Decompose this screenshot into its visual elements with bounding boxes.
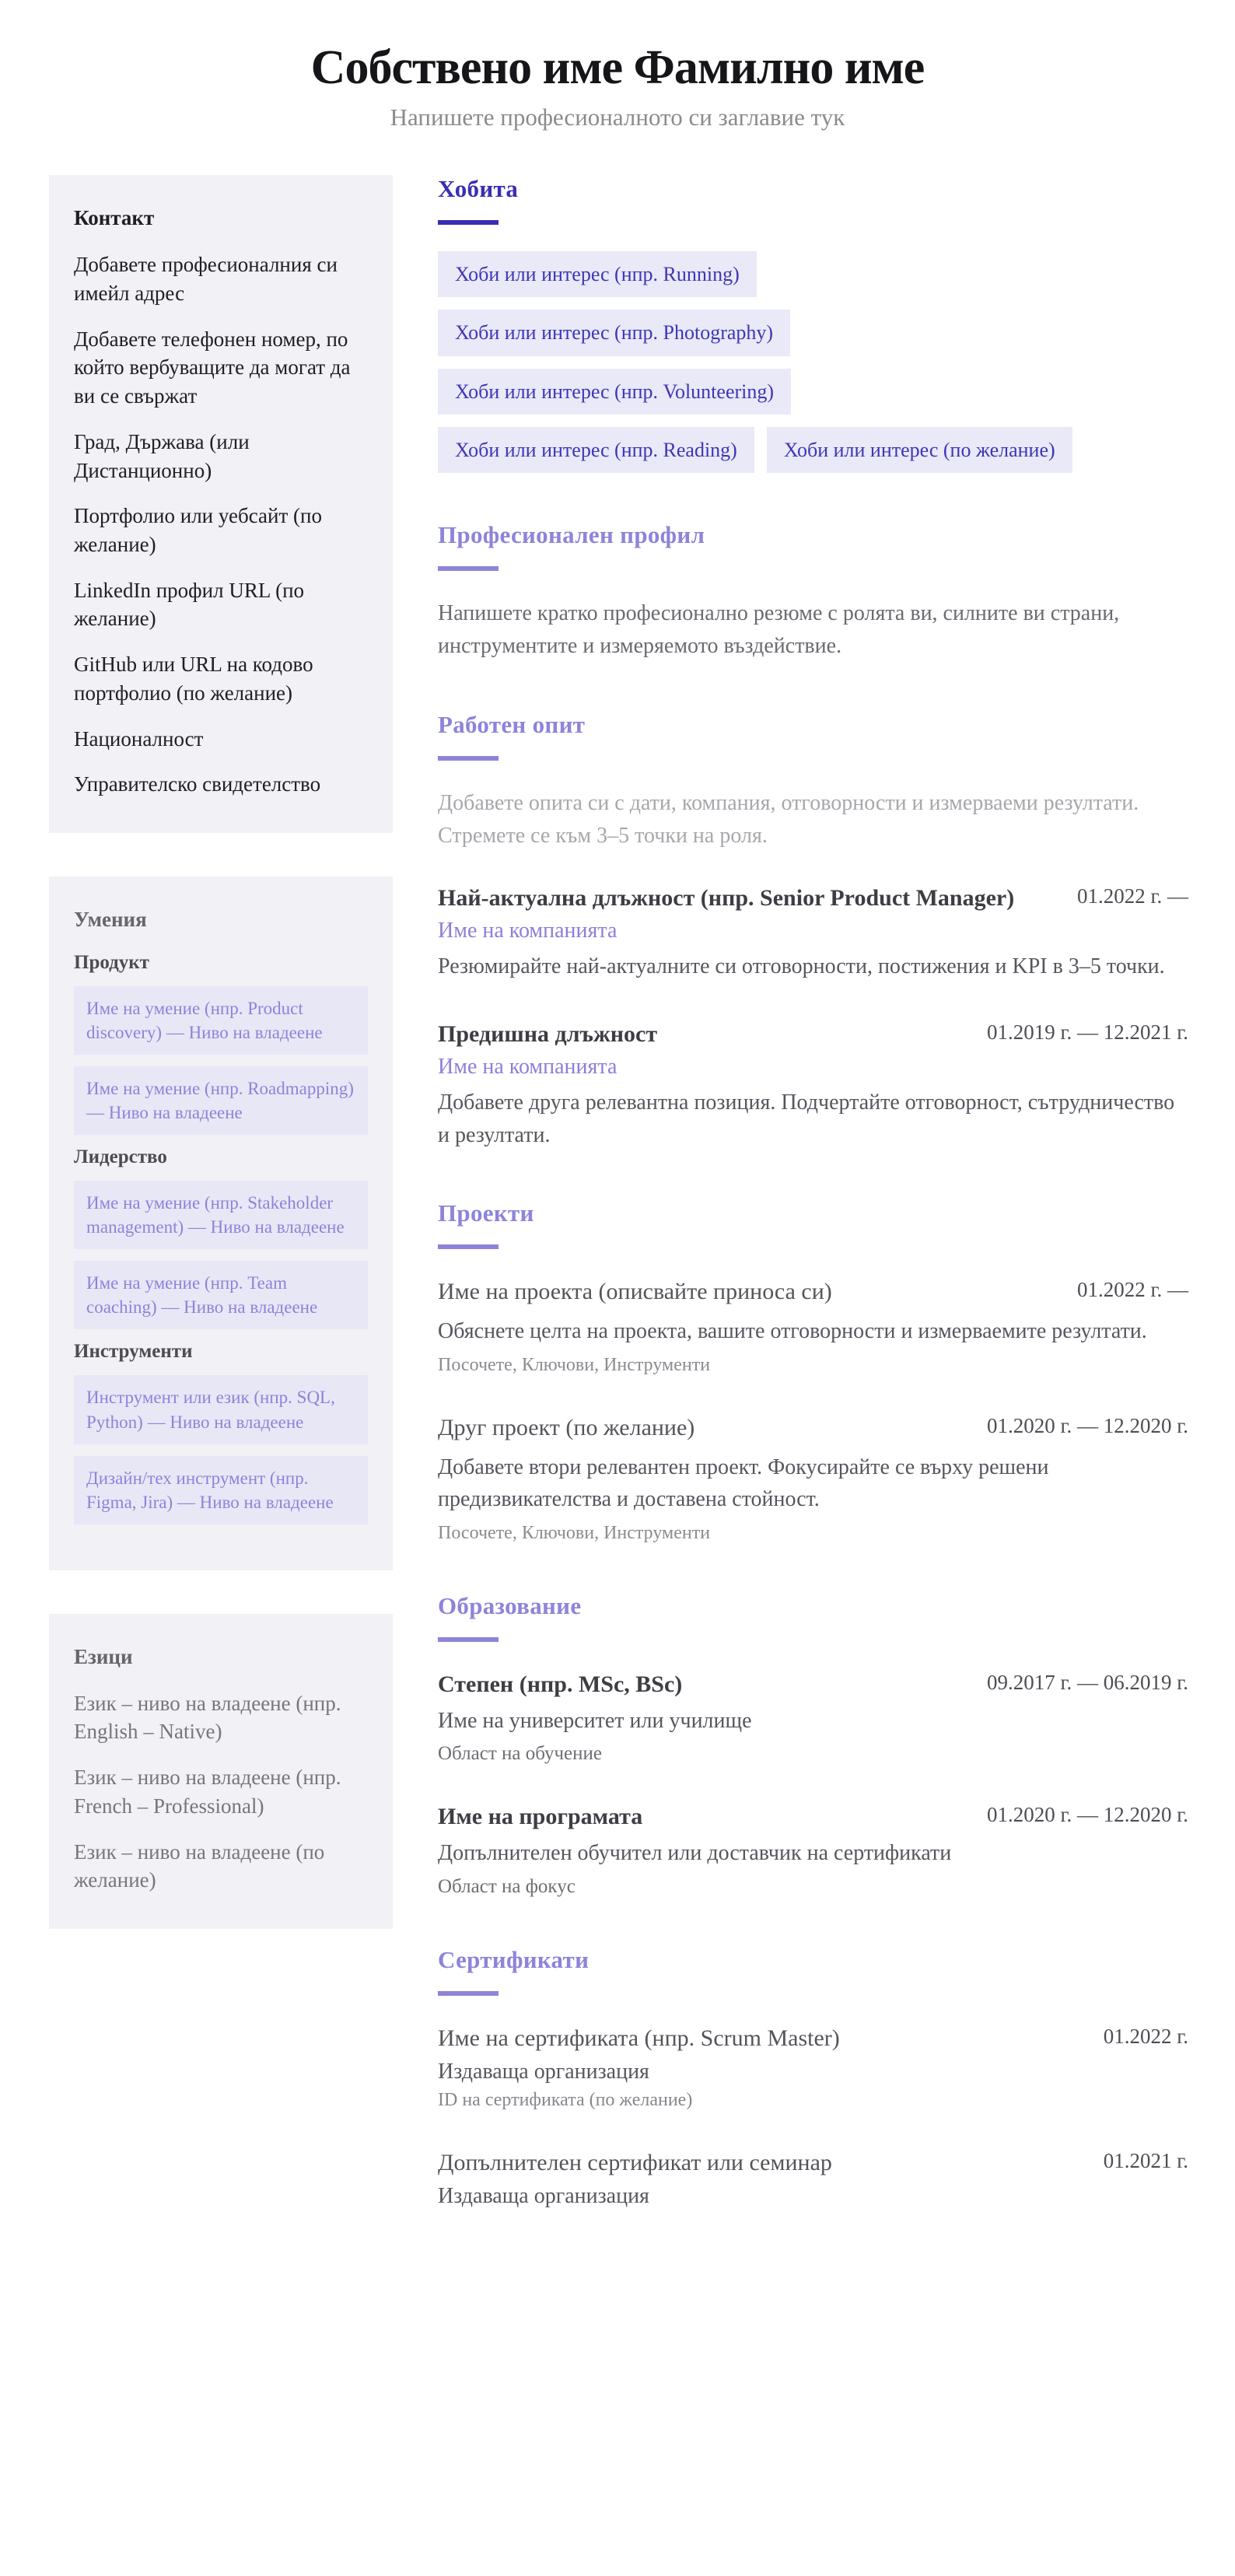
job-title: Предишна длъжност [438,1021,658,1048]
experience-title: Работен опит [438,711,586,739]
certificate-entry-head [438,2022,1188,2055]
experience-section [438,711,1188,1151]
skill-group-label: Лидерство [74,1146,167,1168]
language-item: Език – ниво на владеене (нпр. English – Native) [74,1691,341,1744]
language-item: Език – ниво на владеене (по желание) [74,1839,325,1892]
hobby-chip-row [438,310,1188,355]
profile-summary: Напишете кратко професионално резюме с ролята ви, силните ви страни, инструментите и измеряемото въздействие. [438,601,1120,659]
project-title: Друг проект (по желание) [438,1414,695,1440]
degree-title: Степен (нпр. MSc, BSc) [438,1671,683,1697]
certificates-section [438,1946,1188,2209]
job-entry [438,882,1188,982]
hobbies-section [438,175,1188,473]
languages-section [49,1614,393,1929]
project-dates: 01.2020 г. — 12.2020 г. [986,1413,1188,1437]
hobby-chip: Хоби или интерес (нпр. Volunteering) [438,369,791,415]
job-entry-head [438,1018,1188,1051]
hobby-chip: Хоби или интерес (по желание) [767,427,1072,473]
skill-chip: Име на умение (нпр. Team coaching) — Ниво на владеене [74,1261,368,1329]
education-entry [438,1668,1188,1766]
hobbies-title: Хобита [438,175,519,203]
certificate-id: ID на сертификата (по желание) [438,2089,693,2110]
skill-chip: Име на умение (нпр. Stakeholder management) — Ниво на владеене [74,1181,368,1249]
job-entry [438,1018,1188,1151]
company-name: Име на компанията [438,919,618,943]
issuer-name: Издаваща организация [438,2183,649,2208]
education-dates: 09.2017 г. — 06.2019 г. [986,1670,1188,1694]
degree-title: Име на програмата [438,1804,643,1830]
project-entry [438,1412,1188,1544]
content-columns [0,131,1235,2209]
contact-title: Контакт [74,206,155,230]
section-rule [438,1991,499,1996]
contact-item: Националност [74,726,204,751]
profile-section [438,521,1188,663]
hobby-chip: Хоби или интерес (нпр. Reading) [438,427,754,473]
hobby-chip-row [438,427,1188,473]
contact-item: GitHub или URL на кодово портфолио (по желание) [74,653,313,705]
contact-item: Добавете професионалния си имейл адрес [74,253,338,306]
project-dates: 01.2022 г. — [1076,1278,1188,1302]
job-dates: 01.2022 г. — [1076,884,1188,908]
job-description: Добавете друга релевантна позиция. Подчертайте отговорност, сътрудничество и резултати. [438,1090,1175,1147]
job-title: Най-актуална длъжност (нпр. Senior Product Manager) [438,885,1015,912]
certificate-dates: 01.2022 г. [1103,2024,1188,2048]
hobby-chip-row [438,369,1188,415]
education-dates: 01.2020 г. — 12.2020 г. [986,1803,1188,1827]
section-rule [438,1637,499,1642]
education-entry-head [438,1668,1188,1701]
projects-section [438,1199,1188,1543]
job-entry-head [438,882,1188,915]
project-entry-head [438,1276,1188,1308]
education-entry [438,1801,1188,1898]
contact-item: Портфолио или уебсайт (по желание) [74,504,322,557]
company-name: Име на компанията [438,1055,618,1080]
certificates-title: Сертификати [438,1945,590,1973]
school-name: Име на университет или училище [438,1708,752,1733]
project-tags: Посочете, Ключови, Инструменти [438,1522,711,1543]
project-entry [438,1276,1188,1375]
skills-section [49,877,393,1570]
skill-chip: Име на умение (нпр. Product discovery) — Ниво на владеене [74,986,368,1055]
skill-chip: Дизайн/тех инструмент (нпр. Figma, Jira) — Ниво на владеене [74,1456,368,1524]
page-header [0,0,1235,131]
skills-title: Умения [74,908,147,932]
education-entry-head [438,1801,1188,1833]
page-title: Собствено име Фамилно име [310,41,925,94]
section-rule [438,220,499,225]
projects-title: Проекти [438,1199,534,1227]
issuer-name: Издаваща организация [438,2059,649,2084]
section-rule [438,756,499,761]
contact-item: LinkedIn профил URL (по желание) [74,578,305,631]
hobby-chip: Хоби или интерес (нпр. Photography) [438,310,790,355]
project-description: Добавете втори релевантен проект. Фокусирайте се върху решени предизвикателства и доставена стойност. [438,1454,1049,1512]
profile-title: Професионален профил [438,521,705,549]
skill-group-label: Инструменти [74,1341,193,1363]
skill-chip: Инструмент или език (нпр. SQL, Python) — Ниво на владеене [74,1375,368,1444]
education-title: Образование [438,1591,582,1619]
skill-chip: Име на умение (нпр. Roadmapping) — Ниво на владеене [74,1066,368,1135]
contact-item: Добавете телефонен номер, по който вербуващите да могат да ви се свържат [74,327,351,408]
contact-item: Град, Държава (или Дистанционно) [74,429,250,482]
hobby-chip: Хоби или интерес (нпр. Running) [438,251,757,297]
project-tags: Посочете, Ключови, Инструменти [438,1354,711,1375]
certificate-title: Допълнителен сертификат или семинар [438,2149,832,2175]
field-of-study: Област на фокус [438,1875,576,1897]
page-subtitle: Напишете професионалното си заглавие тук [390,103,845,131]
hobby-chip-row [438,251,1188,297]
project-title: Име на проекта (описвайте приноса си) [438,1279,832,1305]
certificate-title: Име на сертификата (нпр. Scrum Master) [438,2025,840,2051]
main-column [438,175,1188,2209]
contact-item: Управителско свидетелство [74,772,321,796]
job-description: Резюмирайте най-актуалните си отговорности, постижения и KPI в 3–5 точки. [438,954,1165,979]
experience-intro: Добавете опита си с дати, компания, отговорности и измерваеми резултати. Стремете се към 3–5 точки на роля. [438,791,1139,849]
project-description: Обяснете целта на проекта, вашите отговорности и измерваемите резултати. [438,1319,1147,1344]
project-entry-head [438,1412,1188,1444]
contact-section [49,175,393,833]
section-rule [438,1244,499,1249]
sidebar [49,175,393,1929]
language-item: Език – ниво на владеене (нпр. French – Professional) [74,1766,341,1818]
languages-title: Езици [74,1644,133,1668]
field-of-study: Област на обучение [438,1743,603,1765]
certificate-dates: 01.2021 г. [1103,2148,1188,2172]
school-name: Допълнителен обучител или доставчик на сертификати [438,1841,952,1866]
certificate-entry-head [438,2147,1188,2179]
job-dates: 01.2019 г. — 12.2021 г. [986,1020,1188,1045]
certificate-entry [438,2022,1188,2111]
section-rule [438,566,499,571]
education-section [438,1592,1188,1898]
skill-group-label: Продукт [74,952,149,974]
certificate-entry [438,2147,1188,2209]
